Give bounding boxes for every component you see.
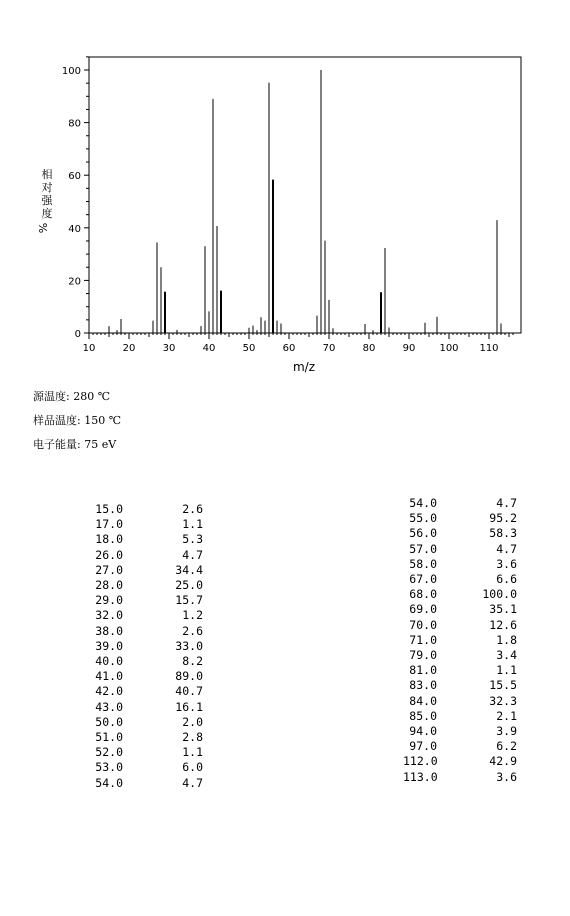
- intensity-value: 34.4: [175, 562, 203, 577]
- peak-table-row: [89, 760, 203, 775]
- mz-value: 81.0: [409, 663, 437, 678]
- intensity-value: 3.4: [496, 648, 517, 663]
- mz-value: 29.0: [95, 593, 123, 608]
- intensity-value: 95.2: [489, 511, 517, 526]
- intensity-value: 40.7: [175, 684, 203, 699]
- intensity-value: 100.0: [482, 587, 517, 602]
- intensity-value: 33.0: [175, 638, 203, 653]
- intensity-value: 1.8: [496, 632, 517, 647]
- plot-frame: [89, 57, 521, 333]
- peak-table-row: [89, 715, 203, 730]
- mz-value: 54.0: [95, 775, 123, 790]
- mz-value: 53.0: [95, 760, 123, 775]
- mz-value: 84.0: [409, 693, 437, 708]
- peak-table-row: [403, 557, 517, 572]
- intensity-value: 2.0: [182, 714, 203, 729]
- mz-value: 51.0: [95, 730, 123, 745]
- peak-table-row: [89, 502, 203, 517]
- mz-value: 17.0: [95, 517, 123, 532]
- intensity-value: 4.7: [182, 775, 203, 790]
- peak-table-row: [403, 602, 517, 617]
- intensity-value: 2.6: [182, 623, 203, 638]
- intensity-value: 4.7: [496, 541, 517, 556]
- mz-value: 28.0: [95, 578, 123, 593]
- mz-value: 42.0: [95, 684, 123, 699]
- peak-table-row: [403, 648, 517, 663]
- peak-table-row: [89, 608, 203, 623]
- intensity-value: 3.6: [496, 556, 517, 571]
- intensity-value: 8.2: [182, 654, 203, 669]
- peak-table-row: [403, 739, 517, 754]
- intensity-value: 12.6: [489, 617, 517, 632]
- mz-value: 55.0: [409, 511, 437, 526]
- sample-temperature: 样品温度: 150 ℃: [33, 414, 121, 427]
- y-tick-label: 20: [68, 276, 81, 288]
- peak-table-row: [89, 730, 203, 745]
- peak-table-row: [89, 700, 203, 715]
- peak-table-row: [403, 572, 517, 587]
- intensity-value: 89.0: [175, 669, 203, 684]
- intensity-value: 2.6: [182, 502, 203, 516]
- intensity-value: 5.3: [182, 532, 203, 547]
- y-axis-label-char: 相: [41, 168, 53, 181]
- y-axis-label: [37, 223, 50, 233]
- mz-value: 112.0: [403, 754, 438, 769]
- y-axis-label-char: 对: [41, 181, 53, 194]
- x-tick-label: 20: [122, 343, 136, 354]
- mz-value: 70.0: [409, 617, 437, 632]
- x-axis-label: m/z: [292, 360, 316, 374]
- x-tick-label: 100: [439, 343, 459, 354]
- y-axis-label-char: 强: [41, 194, 53, 207]
- peak-table-row: [403, 724, 517, 739]
- y-tick-label: 60: [68, 171, 81, 183]
- intensity-value: 6.2: [496, 739, 517, 754]
- peak-table-row: [89, 563, 203, 578]
- intensity-value: 2.8: [182, 730, 203, 745]
- x-tick-label: 60: [282, 343, 296, 354]
- x-tick-label: 110: [479, 343, 499, 354]
- intensity-value: 16.1: [175, 699, 203, 714]
- intensity-value: 4.7: [496, 496, 517, 510]
- mz-value: 52.0: [95, 745, 123, 760]
- mz-value: 43.0: [95, 699, 123, 714]
- x-tick-label: 30: [162, 343, 176, 354]
- mz-value: 40.0: [95, 654, 123, 669]
- peak-table-row: [403, 663, 517, 678]
- y-tick-label: 0: [74, 329, 81, 340]
- intensity-value: 1.1: [182, 745, 203, 760]
- peak-table-row: [89, 669, 203, 684]
- peak-table-row: [403, 633, 517, 648]
- mz-value: 58.0: [409, 556, 437, 571]
- y-tick-label: 40: [68, 223, 81, 235]
- mz-value: 57.0: [409, 541, 437, 556]
- mz-value: 39.0: [95, 638, 123, 653]
- y-axis-label-unit: %: [37, 222, 50, 234]
- peak-table-right: [403, 496, 517, 785]
- y-axis-label-text: [42, 167, 54, 220]
- intensity-value: 32.3: [489, 693, 517, 708]
- x-tick-label: 10: [82, 343, 96, 354]
- peak-table-row: [89, 532, 203, 547]
- mz-value: 83.0: [409, 678, 437, 693]
- peak-table-row: [89, 639, 203, 654]
- intensity-value: 3.9: [496, 724, 517, 739]
- intensity-value: 58.3: [489, 526, 517, 541]
- mz-value: 69.0: [409, 602, 437, 617]
- mz-value: 94.0: [409, 724, 437, 739]
- mz-value: 38.0: [95, 623, 123, 638]
- mz-value: 97.0: [409, 739, 437, 754]
- x-tick-label: 80: [362, 343, 376, 354]
- peak-table-row: [403, 694, 517, 709]
- peak-table-row: [403, 618, 517, 633]
- peak-table-row: [403, 754, 517, 769]
- peak-table-row: [403, 770, 517, 785]
- mz-value: 79.0: [409, 648, 437, 663]
- mz-value: 113.0: [403, 769, 438, 784]
- source-temperature: 源温度: 280 ℃: [33, 390, 110, 403]
- y-axis-label-char: 度: [41, 207, 53, 220]
- mz-value: 41.0: [95, 669, 123, 684]
- mz-value: 32.0: [95, 608, 123, 623]
- spectrum-bars: [109, 70, 501, 333]
- intensity-value: 15.5: [489, 678, 517, 693]
- intensity-value: 25.0: [175, 578, 203, 593]
- y-axis: [62, 57, 89, 340]
- x-tick-label: 70: [322, 343, 336, 354]
- intensity-value: 2.1: [496, 708, 517, 723]
- peak-table-row: [89, 593, 203, 608]
- intensity-value: 42.9: [489, 754, 517, 769]
- peak-table-row: [89, 548, 203, 563]
- y-tick-label: 100: [61, 66, 81, 77]
- y-tick-label: 80: [68, 118, 81, 130]
- intensity-value: 4.7: [182, 547, 203, 562]
- peak-table-row: [403, 709, 517, 724]
- peak-table-row: [89, 517, 203, 532]
- mz-value: 15.0: [95, 502, 123, 516]
- intensity-value: 6.0: [182, 760, 203, 775]
- peak-table-row: [403, 496, 517, 511]
- mz-value: 56.0: [409, 526, 437, 541]
- intensity-value: 15.7: [175, 593, 203, 608]
- intensity-value: 6.6: [496, 572, 517, 587]
- x-tick-label: 50: [242, 343, 256, 354]
- intensity-value: 1.2: [182, 608, 203, 623]
- peak-table-row: [403, 511, 517, 526]
- x-axis: [83, 333, 513, 354]
- mz-value: 27.0: [95, 562, 123, 577]
- mz-value: 68.0: [409, 587, 437, 602]
- mass-spectrum-chart: [0, 0, 570, 390]
- intensity-value: 1.1: [496, 663, 517, 678]
- plot-border: [89, 57, 521, 333]
- intensity-value: 1.1: [182, 517, 203, 532]
- peak-table-row: [89, 624, 203, 639]
- peak-table-row: [89, 776, 203, 791]
- electron-energy: 电子能量: 75 eV: [33, 438, 117, 451]
- mz-value: 67.0: [409, 572, 437, 587]
- peak-table-row: [403, 526, 517, 541]
- mz-value: 71.0: [409, 632, 437, 647]
- x-tick-label: 40: [202, 343, 216, 354]
- mz-value: 18.0: [95, 532, 123, 547]
- peak-table-row: [89, 745, 203, 760]
- mz-value: 50.0: [95, 714, 123, 729]
- peak-table-row: [89, 684, 203, 699]
- intensity-value: 35.1: [489, 602, 517, 617]
- peak-table-row: [89, 654, 203, 669]
- peak-table-row: [89, 578, 203, 593]
- peak-table-row: [403, 542, 517, 557]
- mz-value: 85.0: [409, 708, 437, 723]
- peak-table-row: [403, 587, 517, 602]
- peak-table-left: [89, 502, 203, 791]
- mz-value: 54.0: [409, 496, 437, 510]
- mz-value: 26.0: [95, 547, 123, 562]
- x-tick-label: 90: [402, 343, 416, 354]
- peak-table-row: [403, 678, 517, 693]
- intensity-value: 3.6: [496, 769, 517, 784]
